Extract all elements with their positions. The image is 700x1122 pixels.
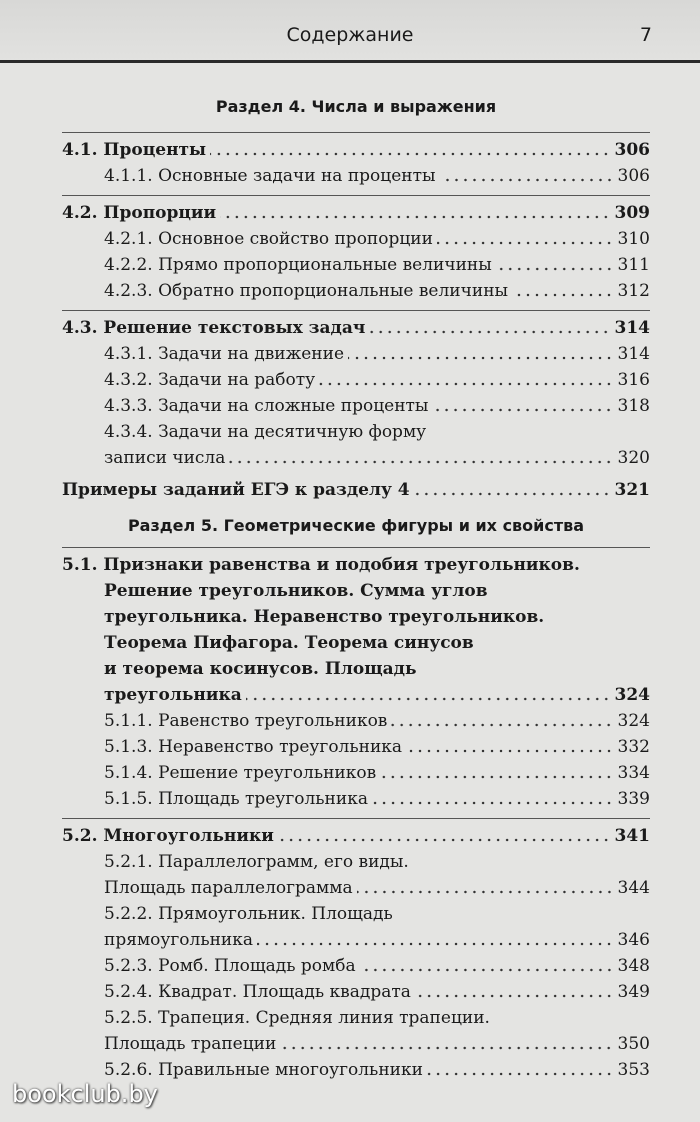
page-title: Содержание <box>286 24 414 46</box>
toc-group-4-1 <box>62 132 650 189</box>
toc-entry-5-1-line3[interactable]: треугольника. Неравенство треугольников. <box>104 607 545 627</box>
toc-entry-4-3-4-line1[interactable]: 4.3.4. Задачи на десятичную форму <box>104 422 427 442</box>
table-of-contents <box>62 94 650 1089</box>
toc-entry-4-3-4[interactable]: записи числа 320 <box>104 448 650 468</box>
toc-entry-4-3-1[interactable]: 4.3.1. Задачи на движение 314 <box>104 344 650 364</box>
toc-entry-examples-4[interactable]: Примеры заданий ЕГЭ к разделу 4 321 <box>62 480 650 500</box>
toc-entry-4-3[interactable]: 4.3. Решение текстовых задач 314 <box>62 318 650 338</box>
toc-entry-5-2-2[interactable]: прямоугольника 346 <box>104 930 650 950</box>
toc-entry-5-1-3[interactable]: 5.1.3. Неравенство треугольника 332 <box>104 737 650 757</box>
section-4-heading: Раздел 4. Числа и выражения <box>215 97 497 116</box>
section-5-heading: Раздел 5. Геометрические фигуры и их свойства <box>127 516 585 535</box>
toc-entry-4-3-2[interactable]: 4.3.2. Задачи на работу 316 <box>104 370 650 390</box>
toc-entry-5-2-6[interactable]: 5.2.6. Правильные многоугольники 353 <box>104 1060 650 1080</box>
toc-entry-5-2[interactable]: 5.2. Многоугольники 341 <box>62 826 650 846</box>
header-rule <box>0 60 700 63</box>
toc-entry-5-1-line2[interactable]: Решение треугольников. Сумма углов <box>104 581 488 601</box>
page-header <box>0 0 700 62</box>
toc-entry-4-2-3[interactable]: 4.2.3. Обратно пропорциональные величины 312 <box>104 281 650 301</box>
toc-group-5-2 <box>62 818 650 1083</box>
page-number: 7 <box>639 24 652 46</box>
toc-entry-5-2-1[interactable]: Площадь параллелограмма 344 <box>104 878 650 898</box>
toc-entry-5-2-4[interactable]: 5.2.4. Квадрат. Площадь квадрата 349 <box>104 982 650 1002</box>
toc-entry-5-1-1[interactable]: 5.1.1. Равенство треугольников 324 <box>104 711 650 731</box>
toc-entry-5-2-2-line1[interactable]: 5.2.2. Прямоугольник. Площадь <box>104 904 393 924</box>
toc-entry-5-2-1-line1[interactable]: 5.2.1. Параллелограмм, его виды. <box>104 852 409 872</box>
toc-entry-4-2[interactable]: 4.2. Пропорции 309 <box>62 203 650 223</box>
toc-entry-5-2-5[interactable]: Площадь трапеции 350 <box>104 1034 650 1054</box>
toc-entry-4-3-3[interactable]: 4.3.3. Задачи на сложные проценты 318 <box>104 396 650 416</box>
toc-entry-5-1-4[interactable]: 5.1.4. Решение треугольников 334 <box>104 763 650 783</box>
toc-entry-5-1-5[interactable]: 5.1.5. Площадь треугольника 339 <box>104 789 650 809</box>
toc-entry-4-2-1[interactable]: 4.2.1. Основное свойство пропорции 310 <box>104 229 650 249</box>
toc-group-4-2 <box>62 195 650 304</box>
toc-entry-5-1-line5[interactable]: и теорема косинусов. Площадь <box>104 659 417 679</box>
toc-entry-5-2-3[interactable]: 5.2.3. Ромб. Площадь ромба 348 <box>104 956 650 976</box>
toc-group-4-3 <box>62 310 650 471</box>
toc-entry-4-1-1[interactable]: 4.1.1. Основные задачи на проценты 306 <box>104 166 650 186</box>
toc-entry-5-1-line4[interactable]: Теорема Пифагора. Теорема синусов <box>104 633 474 653</box>
toc-entry-4-1[interactable]: 4.1. Проценты 306 <box>62 140 650 160</box>
toc-entry-4-2-2[interactable]: 4.2.2. Прямо пропорциональные величины 311 <box>104 255 650 275</box>
toc-group-5-1 <box>62 547 650 812</box>
toc-entry-5-2-5-line1[interactable]: 5.2.5. Трапеция. Средняя линия трапеции. <box>104 1008 490 1028</box>
watermark: bookclub.by <box>12 1080 158 1108</box>
toc-entry-5-1[interactable]: треугольника 324 <box>104 685 650 705</box>
toc-entry-5-1-line1[interactable]: 5.1. Признаки равенства и подобия треугольников. <box>62 555 580 575</box>
